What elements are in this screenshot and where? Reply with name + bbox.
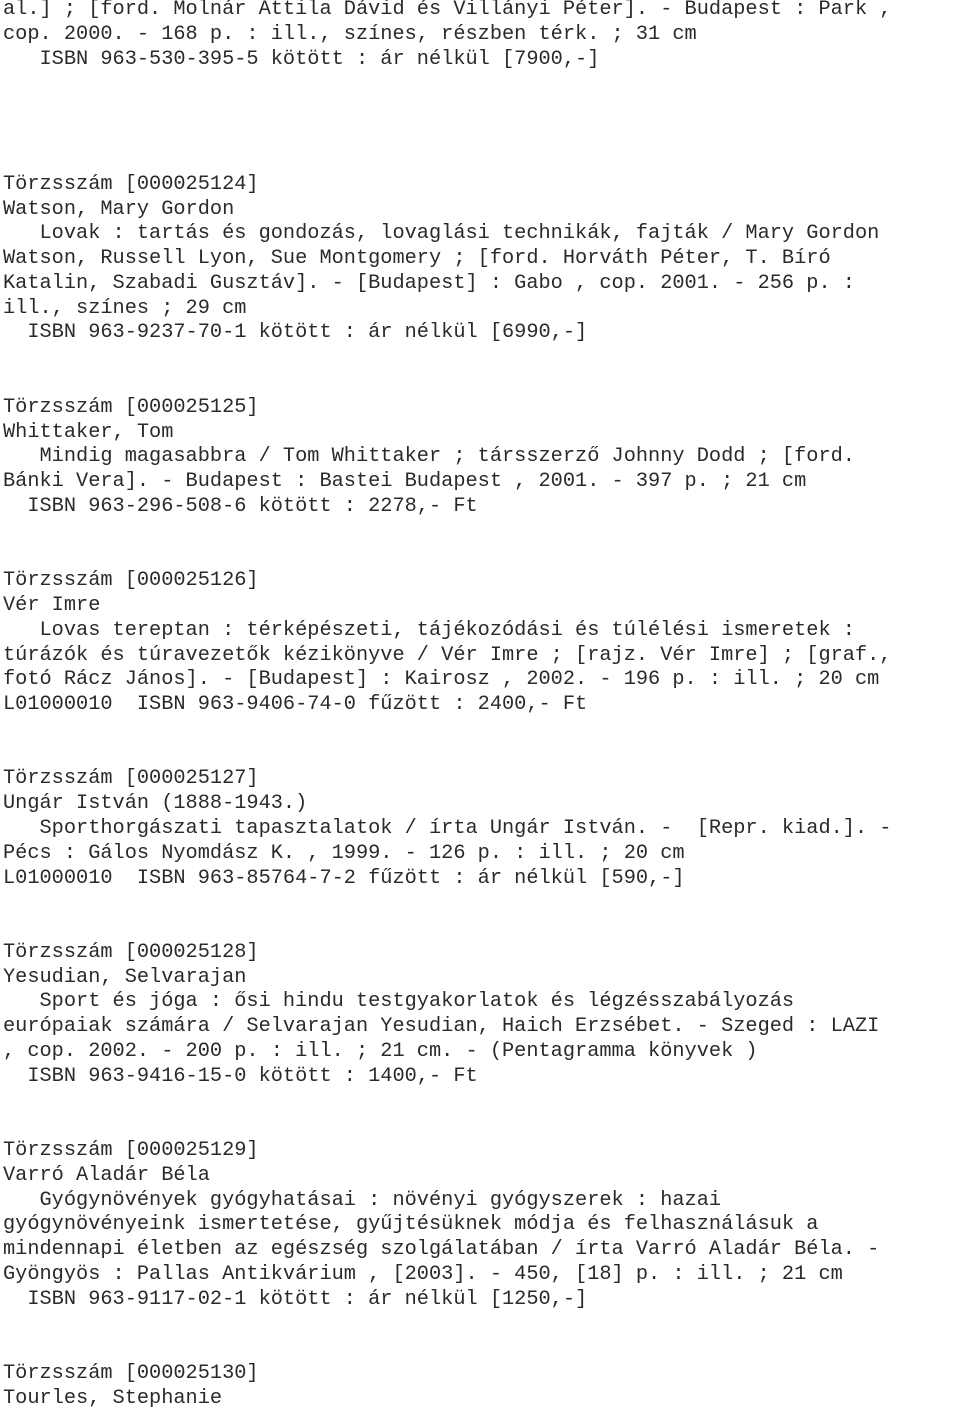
entry-continuation-line: al.] ; [ford. Molnár Attila Dávid és Villányi Péter]. - Budapest : Park , <box>3 0 892 21</box>
entry-author: Whittaker, Tom <box>3 421 174 444</box>
entry-description-line: mindennapi életben az egészség szolgálatában / írta Varró Aladár Béla. - <box>3 1238 880 1261</box>
entry-record-number: Törzsszám [000025125] <box>3 396 259 419</box>
entry-description-line: Gyöngyös : Pallas Antikvárium , [2003]. - 450, [18] p. : ill. ; 21 cm <box>3 1263 843 1286</box>
entry-description-line: Bánki Vera]. - Budapest : Bastei Budapest , 2001. - 397 p. ; 21 cm <box>3 470 807 493</box>
entry-description-line: európaiak számára / Selvarajan Yesudian, Haich Erzsébet. - Szeged : LAZI <box>3 1015 880 1038</box>
entry-author: Tourles, Stephanie <box>3 1387 223 1410</box>
entry-description-line: túrázók és túravezetők kézikönyve / Vér Imre ; [rajz. Vér Imre] ; [graf., <box>3 644 892 667</box>
entry-title-line: Sporthorgászati tapasztalatok / írta Ungár István. - [Repr. kiad.]. - <box>3 817 892 840</box>
entry-record-number: Törzsszám [000025129] <box>3 1139 259 1162</box>
entry-author: Vér Imre <box>3 594 101 617</box>
entry-record-number: Törzsszám [000025128] <box>3 941 259 964</box>
entry-description-line: Watson, Russell Lyon, Sue Montgomery ; [ford. Horváth Péter, T. Bíró <box>3 247 831 270</box>
entry-description-line: , cop. 2002. - 200 p. : ill. ; 21 cm. - (Pentagramma könyvek ) <box>3 1040 758 1063</box>
entry-description-line: ill., színes ; 29 cm <box>3 297 247 320</box>
entry-isbn-line: ISBN 963-9117-02-1 kötött : ár nélkül [1250,-] <box>3 1288 588 1311</box>
entry-title-line: Mindig magasabbra / Tom Whittaker ; társszerző Johnny Dodd ; [ford. <box>3 445 855 468</box>
entry-description-line: Pécs : Gálos Nyomdász K. , 1999. - 126 p. : ill. ; 20 cm <box>3 842 685 865</box>
entry-title-line: Gyógynövények gyógyhatásai : növényi gyógyszerek : hazai <box>3 1189 722 1212</box>
entry-author: Varró Aladár Béla <box>3 1164 210 1187</box>
entry-title-line: Sport és jóga : ősi hindu testgyakorlatok és légzésszabályozás <box>3 990 795 1013</box>
entry-description-line: fotó Rácz János]. - [Budapest] : Kairosz , 2002. - 196 p. : ill. ; 20 cm <box>3 668 880 691</box>
entry-isbn-line: ISBN 963-9416-15-0 kötött : 1400,- Ft <box>3 1065 478 1088</box>
entry-author: Yesudian, Selvarajan <box>3 966 247 989</box>
entry-author: Ungár István (1888-1943.) <box>3 792 308 815</box>
entry-title-line: Lovas tereptan : térképészeti, tájékozódási és túlélési ismeretek : <box>3 619 855 642</box>
entry-record-number: Törzsszám [000025130] <box>3 1362 259 1385</box>
entry-title-line: Lovak : tartás és gondozás, lovaglási technikák, fajták / Mary Gordon <box>3 222 880 245</box>
entry-record-number: Törzsszám [000025124] <box>3 173 259 196</box>
entry-record-number: Törzsszám [000025126] <box>3 569 259 592</box>
entry-continuation-line: cop. 2000. - 168 p. : ill., színes, részben térk. ; 31 cm <box>3 23 697 46</box>
entry-author: Watson, Mary Gordon <box>3 198 235 221</box>
entry-isbn-line: L01000010 ISBN 963-9406-74-0 fűzött : 2400,- Ft <box>3 693 588 716</box>
entry-description-line: gyógynövényeink ismertetése, gyűjtésüknek módja és felhasználásuk a <box>3 1213 819 1236</box>
entry-isbn-line: ISBN 963-9237-70-1 kötött : ár nélkül [6990,-] <box>3 321 588 344</box>
entry-record-number: Törzsszám [000025127] <box>3 767 259 790</box>
entry-isbn-line: ISBN 963-530-395-5 kötött : ár nélkül [7900,-] <box>3 48 600 71</box>
entry-description-line: Katalin, Szabadi Gusztáv]. - [Budapest] : Gabo , cop. 2001. - 256 p. : <box>3 272 855 295</box>
entry-isbn-line: ISBN 963-296-508-6 kötött : 2278,- Ft <box>3 495 478 518</box>
entry-isbn-line: L01000010 ISBN 963-85764-7-2 fűzött : ár nélkül [590,-] <box>3 867 685 890</box>
